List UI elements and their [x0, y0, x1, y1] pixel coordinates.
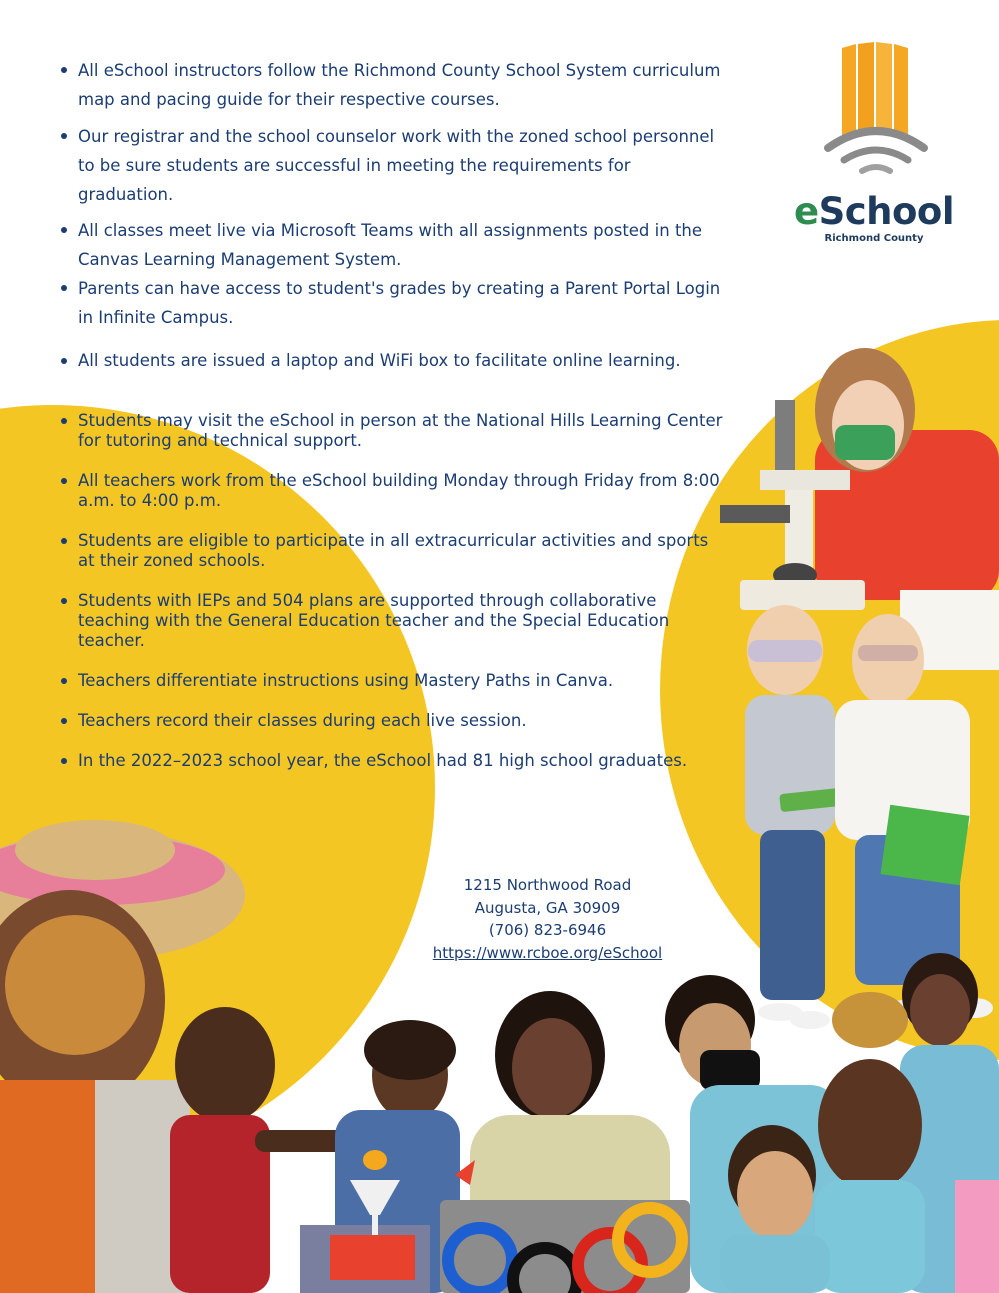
address-city: Augusta, GA 30909 — [474, 898, 621, 917]
bullet-live-classes: All classes meet live via Microsoft Teams with all assignments posted in the Canvas Learning Management System. — [57, 216, 723, 274]
eschool-logo — [786, 40, 962, 270]
bullet-parent-portal: Parents can have access to student's grades by creating a Parent Portal Login in Infinite Campus. — [57, 274, 723, 332]
bullet-teacher-hours: All teachers work from the eSchool building Monday through Friday from 8:00 a.m. to 4:00 p.m. — [57, 471, 723, 511]
logo-wordmark: eSchool — [793, 190, 955, 233]
bullet-laptop: All students are issued a laptop and WiFi box to facilitate online learning. — [57, 351, 723, 371]
address-street: 1215 Northwood Road — [463, 876, 632, 894]
bullet-recordings: Teachers record their classes during each live session. — [57, 711, 723, 731]
bullet-registrar: Our registrar and the school counselor work with the zoned school personnel to be sure students are successful in meeting the requirements for graduation. — [57, 122, 723, 209]
contact-address — [405, 874, 690, 964]
address-phone: (706) 823-6946 — [488, 921, 607, 939]
eschool-logo-mark — [786, 40, 962, 190]
bullet-visit: Students may visit the eSchool in person at the National Hills Learning Center for tutoring and technical support. — [57, 411, 723, 451]
teacher-denim-photo — [300, 1020, 460, 1293]
bullet-curriculum: All eSchool instructors follow the Richmond County School System curriculum map and pacing guide for their respective courses. — [57, 56, 723, 114]
students-lab-gowns-photo — [665, 953, 999, 1293]
teacher-olympic-rings-photo — [440, 991, 690, 1293]
website-link[interactable]: https://www.rcboe.org/eSchool — [432, 943, 663, 962]
bullet-mastery-paths: Teachers differentiate instructions using Mastery Paths in Canva. — [57, 671, 723, 691]
bullet-extracurricular: Students are eligible to participate in all extracurricular activities and sports at their zoned schools. — [57, 531, 723, 571]
bullet-graduates: In the 2022–2023 school year, the eSchool had 81 high school graduates. — [57, 751, 723, 771]
bullet-iep-504: Students with IEPs and 504 plans are supported through collaborative teaching with the General Education teacher and the Special Education teacher. — [57, 591, 723, 651]
logo-subtitle: Richmond County — [824, 233, 924, 244]
